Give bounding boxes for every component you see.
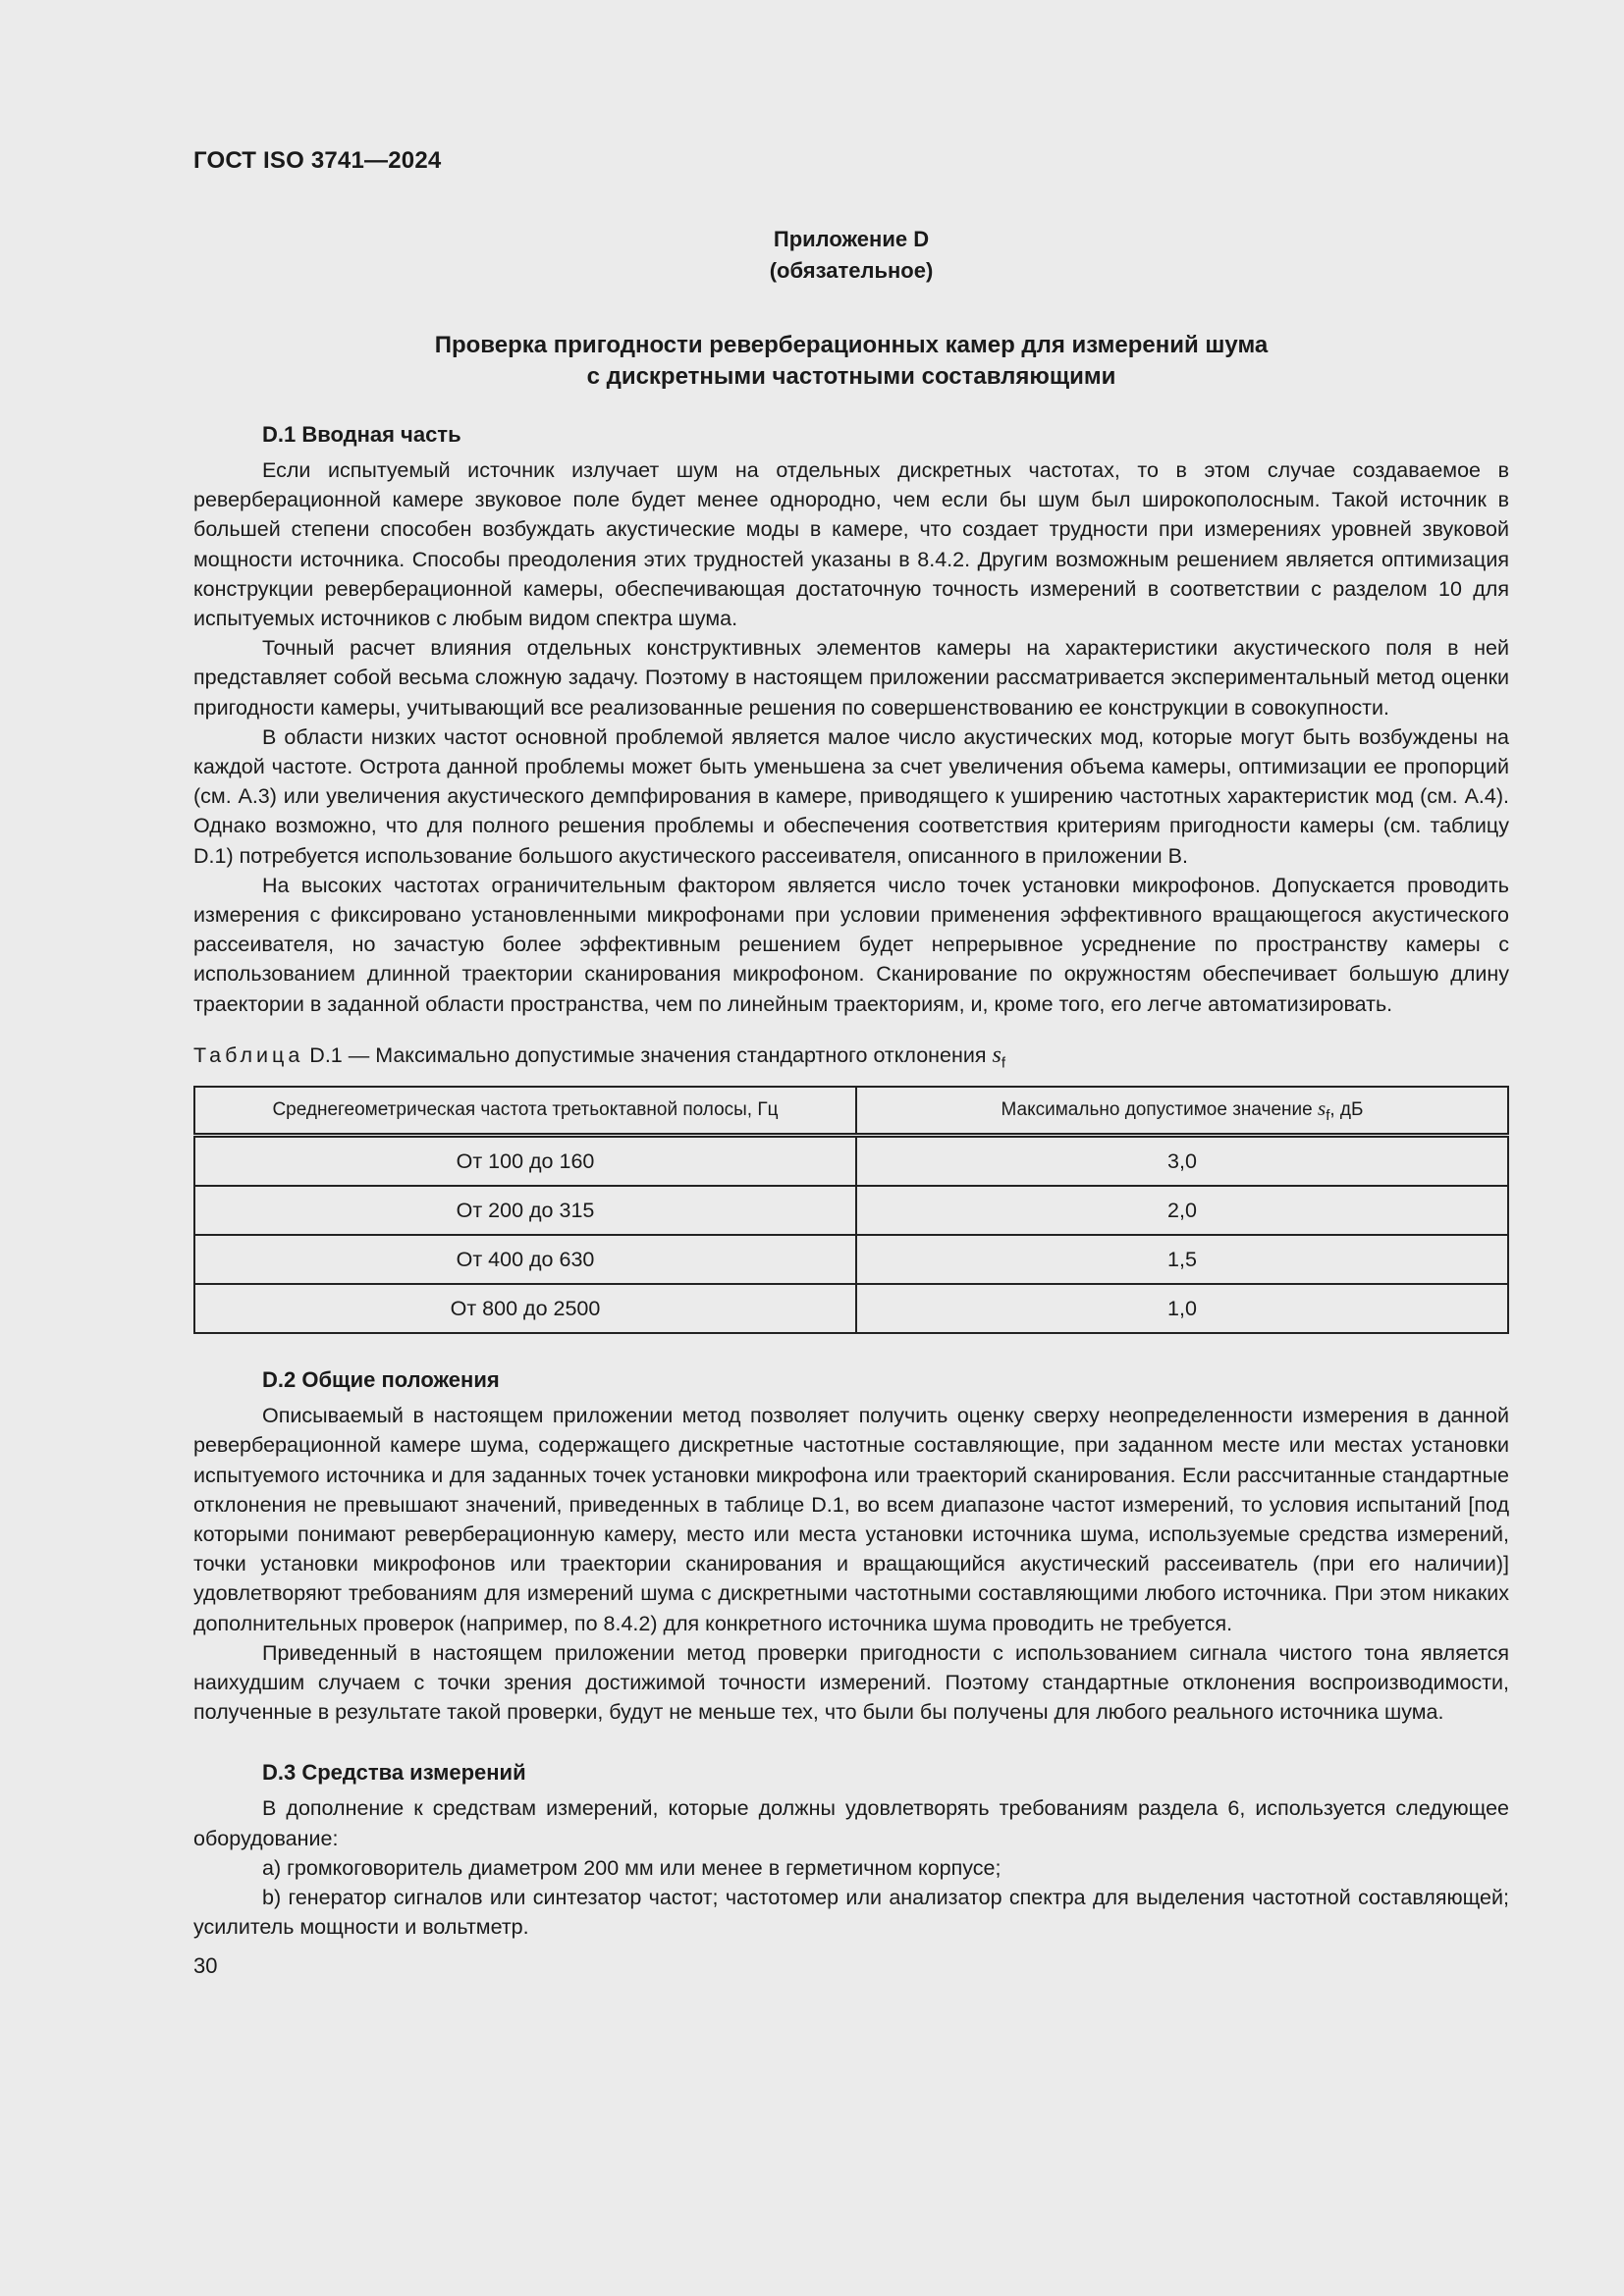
table-cell-value: 3,0 xyxy=(856,1136,1508,1187)
section-d2-paragraph-1: Описываемый в настоящем приложении метод позволяет получить оценку сверху неопределенности измерения в данной реверберационной камере шума, содержащего дискретные частотные составляющие, при заданном месте или местах установки испытуемого источника и для заданных точек установки микрофона или траекторий сканирования. Если рассчитанные стандартные отклонения не превышают значений, приведенных в таблице D.1, во всем диапазоне частот измерений, то условия испытаний [под которыми понимают реверберационную камеру, место или места установки источника шума, используемые средства измерений, точки установки микрофонов или траектории сканирования и вращающийся акустический рассеиватель (при его наличии)] удовлетворяют требованиям для измерений шума с дискретными частотными составляющими любого источника. При этом никаких дополнительных проверок (например, по 8.4.2) для конкретного источника шума проводить не требуется. xyxy=(193,1404,1509,1635)
table-cell-range: От 100 до 160 xyxy=(194,1136,856,1187)
table-caption-label: Таблица xyxy=(193,1042,304,1067)
table-row xyxy=(194,1284,1508,1333)
table-header-row xyxy=(194,1087,1508,1136)
annex-title: Приложение D xyxy=(773,227,930,251)
table-cell-value: 1,5 xyxy=(856,1235,1508,1284)
list-item: b) генератор сигналов или синтезатор частот; частотомер или анализатор спектра для выделения частотной составляющей; усилитель мощности и вольтметр. xyxy=(193,1886,1509,1940)
table-cell-range: От 800 до 2500 xyxy=(194,1284,856,1333)
table-caption-text: D.1 — Максимально допустимые значения стандартного отклонения xyxy=(303,1042,993,1067)
page-number: 30 xyxy=(193,1953,218,1979)
table-cell-range: От 200 до 315 xyxy=(194,1186,856,1235)
table-row xyxy=(194,1235,1508,1284)
table-header-max-value-prefix: Максимально допустимое значение xyxy=(1001,1099,1318,1121)
section-d2-paragraph-2: Приведенный в настоящем приложении метод проверки пригодности с использованием сигнала чистого тона является наихудшим случаем с точки зрения достижимой точности измерений. Поэтому стандартные отклонения воспроизводимости, полученные в результате такой проверки, будут не меньше тех, что были бы получены для любого реального источника шума. xyxy=(193,1640,1509,1725)
table-header-max-value xyxy=(856,1087,1508,1136)
table-caption-symbol: s xyxy=(992,1041,1001,1068)
section-d1-paragraph-2: Точный расчет влияния отдельных конструктивных элементов камеры на характеристики акустического поля в ней представляет собой весьма сложную задачу. Поэтому в настоящем приложении рассматривается экспериментальный метод оценки пригодности камеры, учитывающий все реализованные решения по совершенствованию ее конструкции в совокупности. xyxy=(193,636,1509,720)
table-header-frequency: Среднегеометрическая частота третьоктавной полосы, Гц xyxy=(194,1087,856,1136)
document-page xyxy=(193,147,1509,1979)
table-caption xyxy=(193,1041,1509,1078)
table-cell-value: 1,0 xyxy=(856,1284,1508,1333)
annex-status: (обязательное) xyxy=(769,258,934,283)
section-d2-heading: D.2 Общие положения xyxy=(262,1367,500,1393)
list-item: a) громкоговоритель диаметром 200 мм или менее в герметичном корпусе; xyxy=(262,1855,1001,1880)
table-row xyxy=(194,1136,1508,1187)
document-header: ГОСТ ISO 3741—2024 xyxy=(193,147,442,174)
annex-heading-line-2: с дискретными частотными составляющими xyxy=(586,363,1116,390)
table-header-symbol: s xyxy=(1318,1096,1326,1121)
table-header-subscript: f xyxy=(1326,1107,1330,1125)
annex-heading xyxy=(193,330,1509,393)
section-d1-paragraph-4: На высоких частотах ограничительным фактором является число точек установки микрофонов. Допускается проводить измерения с фиксировано установленными микрофонами при условии применения эффективного вращающегося акустического рассеивателя, но зачастую более эффективным решением будет непрерывное усреднение по пространству камеры с использованием длинной траектории сканирования микрофоном. Сканирование по окружностям обеспечивает большую длину траектории в заданной области пространства, чем по линейным траекториям, и, кроме того, его легче автоматизировать. xyxy=(193,873,1509,1016)
table-wrapper xyxy=(193,1086,1509,1334)
section-d1-paragraph-1: Если испытуемый источник излучает шум на отдельных дискретных частотах, то в этом случае создаваемое в реверберационной камере звуковое поле будет менее однородно, чем если бы шум был широкополосным. Такой источник в большей степени способен возбуждать акустические моды в камере, что создает трудности при измерениях уровней звуковой мощности источника. Способы преодоления этих трудностей указаны в 8.4.2. Другим возможным решением является оптимизация конструкции реверберационной камеры, обеспечивающая достаточную точность измерений в соответствии с разделом 10 для испытуемых источников с любым видом спектра шума. xyxy=(193,458,1509,631)
section-d1-paragraph-3: В области низких частот основной проблемой является малое число акустических мод, которые могут быть возбуждены на каждой частоте. Острота данной проблемы может быть уменьшена за счет увеличения объема камеры, оптимизации ее пропорций (см. А.3) или увеличения акустического демпфирования в камере, приводящего к уширению частотных характеристик мод (см. А.4). Однако возможно, что для полного решения проблемы и обеспечения соответствия критериям пригодности камеры (см. таблицу D.1) потребуется использование большого акустического рассеивателя, описанного в приложении В. xyxy=(193,724,1509,868)
section-d3-heading: D.3 Средства измерений xyxy=(262,1760,526,1786)
table-header-max-value-suffix: , дБ xyxy=(1329,1099,1364,1121)
table-cell-range: От 400 до 630 xyxy=(194,1235,856,1284)
table-caption-subscript: f xyxy=(1001,1054,1006,1072)
section-d1-heading: D.1 Вводная часть xyxy=(262,422,461,447)
table-row xyxy=(194,1186,1508,1235)
table-cell-value: 2,0 xyxy=(856,1186,1508,1235)
section-d3-paragraph-1: В дополнение к средствам измерений, которые должны удовлетворять требованиям раздела 6, используется следующее оборудование: xyxy=(193,1796,1509,1850)
deviation-table xyxy=(193,1086,1509,1334)
annex-heading-line-1: Проверка пригодности реверберационных камер для измерений шума xyxy=(434,332,1269,358)
